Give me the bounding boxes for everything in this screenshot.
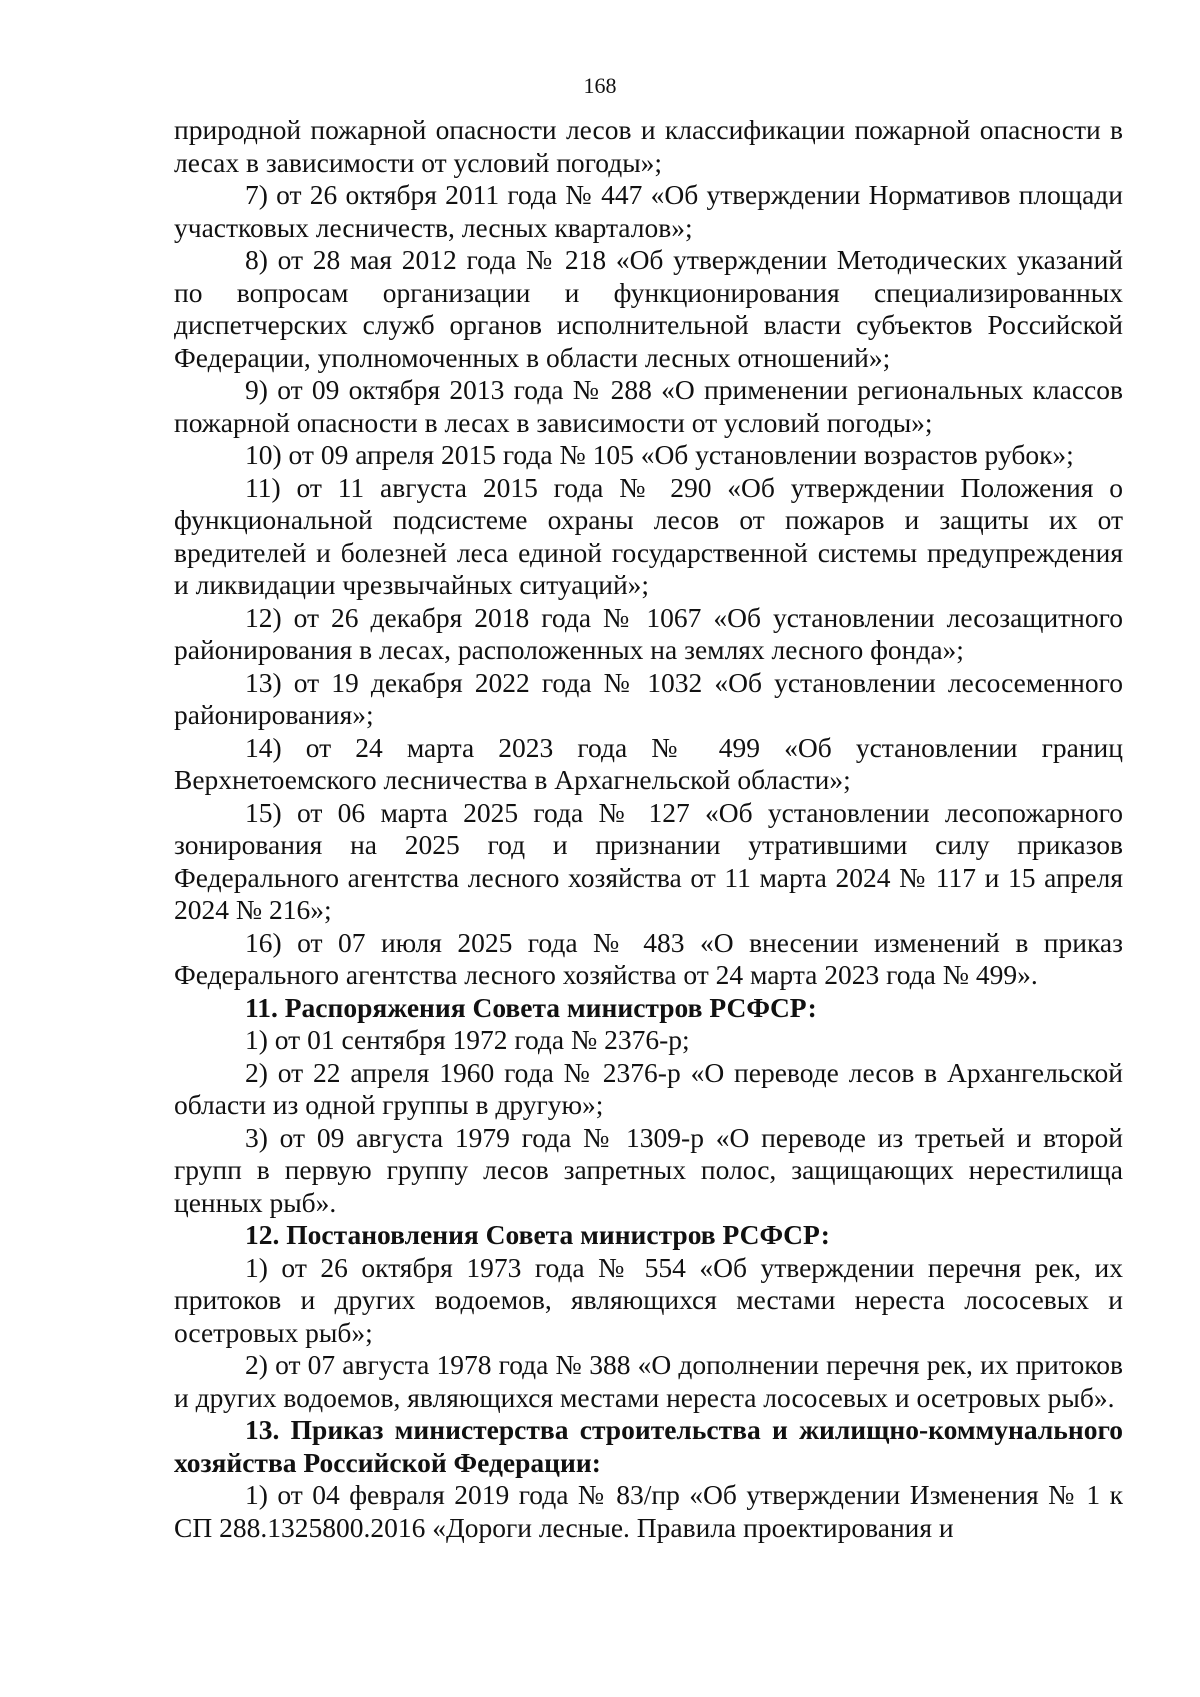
document-body	[174, 114, 1123, 1544]
list-item-10: 10) от 09 апреля 2015 года № 105 «Об установлении возрастов рубок»;	[245, 439, 1074, 470]
list-item-13: 13) от 19 декабря 2022 года № 1032 «Об установлении лесосеменного районирования»;	[174, 666, 1123, 730]
list-item-11-3: 3) от 09 августа 1979 года № 1309-р «О переводе из третьей и второй групп в первую группу лесов запретных полос, защищающих нерестилища ценных рыб».	[174, 1121, 1123, 1218]
list-item-11-2: 2) от 22 апреля 1960 года № 2376-р «О переводе лесов в Архангельской области из одной группы в другую»;	[174, 1056, 1123, 1120]
paragraph-continuation: природной пожарной опасности лесов и классификации пожарной опасности в лесах в зависимости от условий погоды»;	[174, 114, 1123, 178]
section-heading-13: 13. Приказ министерства строительства и жилищно-коммунального хозяйства Российской Федерации:	[174, 1414, 1123, 1478]
list-item-8: 8) от 28 мая 2012 года № 218 «Об утверждении Методических указаний по вопросам организации и функционирования специализированных диспетчерских служб органов исполнительной власти субъектов Российской Федерации, уполномоченных в области лесных отношений»;	[174, 244, 1123, 373]
list-item-12: 12) от 26 декабря 2018 года № 1067 «Об установлении лесозащитного районирования в лесах, расположенных на землях лесного фонда»;	[174, 601, 1123, 665]
list-item-11: 11) от 11 августа 2015 года № 290 «Об утверждении Положения о функциональной подсистеме охраны лесов от пожаров и защиты их от вредителей и болезней леса единой государственной системы предупреждения и ликвидации чрезвычайных ситуаций»;	[174, 471, 1123, 600]
list-item-16: 16) от 07 июля 2025 года № 483 «О внесении изменений в приказ Федерального агентства лесного хозяйства от 24 марта 2023 года № 499».	[174, 926, 1123, 990]
list-item-15: 15) от 06 марта 2025 года № 127 «Об установлении лесопожарного зонирования на 2025 год и признании утратившими силу приказов Федерального агентства лесного хозяйства от 11 марта 2024 № 117 и 15 апреля 2024 № 216»;	[174, 796, 1123, 925]
list-item-11-1: 1) от 01 сентября 1972 года № 2376-р;	[245, 1024, 690, 1055]
page-number: 168	[583, 73, 617, 98]
list-item-14: 14) от 24 марта 2023 года № 499 «Об установлении границ Верхнетоемского лесничества в Архагнельской области»;	[174, 731, 1123, 795]
list-item-12-2: 2) от 07 августа 1978 года № 388 «О дополнении перечня рек, их притоков и других водоемов, являющихся местами нереста лососевых и осетровых рыб».	[174, 1349, 1123, 1413]
section-heading-12: 12. Постановления Совета министров РСФСР:	[245, 1219, 830, 1250]
list-item-9: 9) от 09 октября 2013 года № 288 «О применении региональных классов пожарной опасности в лесах в зависимости от условий погоды»;	[174, 374, 1123, 438]
list-item-7: 7) от 26 октября 2011 года № 447 «Об утверждении Нормативов площади участковых лесничеств, лесных кварталов»;	[174, 179, 1123, 243]
list-item-12-1: 1) от 26 октября 1973 года № 554 «Об утверждении перечня рек, их притоков и других водоемов, являющихся местами нереста лососевых и осетровых рыб»;	[174, 1251, 1123, 1348]
list-item-13-1: 1) от 04 февраля 2019 года № 83/пр «Об утверждении Изменения № 1 к СП 288.1325800.2016 «Дороги лесные. Правила проектирования и	[174, 1479, 1123, 1543]
section-heading-11: 11. Распоряжения Совета министров РСФСР:	[245, 991, 817, 1023]
